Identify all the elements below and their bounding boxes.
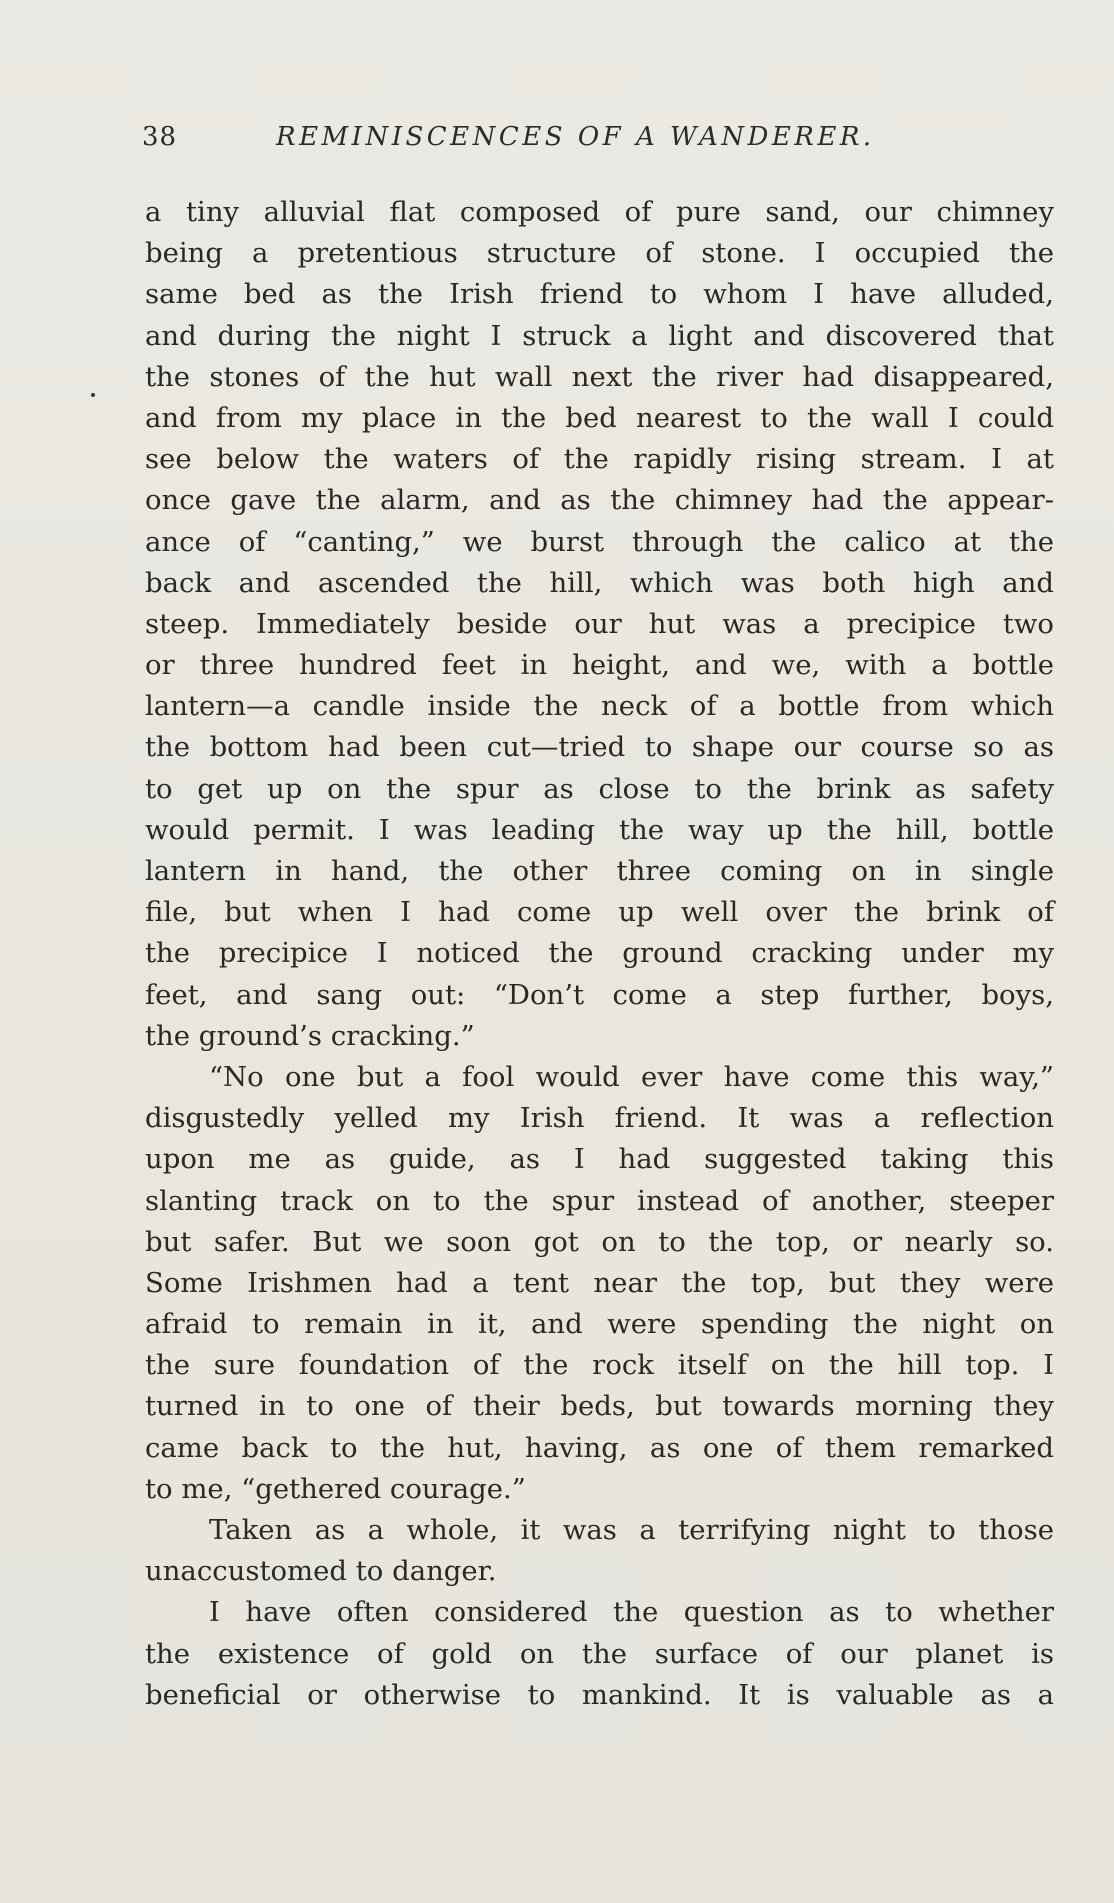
text-line: Some Irishmen had a tent near the top, but they were — [145, 1266, 1054, 1299]
text-line: steep. Immediately beside our hut was a precipice two — [145, 607, 1054, 640]
text-line: and from my place in the bed nearest to the wall I could — [145, 401, 1054, 434]
text-line: a tiny alluvial flat composed of pure sand, our chimney — [145, 196, 1054, 228]
text-line: slanting track on to the spur instead of another, steeper — [145, 1184, 1054, 1217]
running-head — [142, 122, 966, 162]
book-title: REMINISCENCES OF A WANDERER. — [276, 122, 875, 152]
text-line: the bottom had been cut—tried to shape our course so as — [145, 731, 1054, 764]
page-number: 38 — [142, 122, 178, 152]
text-line: disgustedly yelled my Irish friend. It was a reflection — [145, 1102, 1054, 1135]
text-line: to me, “gethered courage.” — [145, 1472, 526, 1505]
text-line: ance of “canting,” we burst through the calico at the — [145, 525, 1054, 558]
text-line: the ground’s cracking.” — [145, 1019, 475, 1052]
text-line: lantern—a candle inside the neck of a bottle from which — [145, 690, 1054, 723]
text-line: came back to the hut, having, as one of them remarked — [145, 1431, 1054, 1464]
text-line: feet, and sang out: “Don’t come a step further, boys, — [145, 978, 1054, 1011]
text-line: back and ascended the hill, which was both high and — [145, 566, 1054, 599]
text-line: “No one but a fool would ever have come this way,” — [209, 1060, 1054, 1093]
text-line: the stones of the hut wall next the river had disappeared, — [145, 360, 1054, 393]
text-line: the sure foundation of the rock itself on the hill top. I — [145, 1349, 1054, 1382]
body-text — [145, 192, 1054, 1716]
text-line: beneficial or otherwise to mankind. It is valuable as a — [145, 1678, 1054, 1711]
margin-speck — [91, 393, 95, 397]
text-line: I have often considered the question as to whether — [209, 1596, 1054, 1629]
text-line: upon me as guide, as I had suggested taking this — [145, 1143, 1054, 1176]
text-line: Taken as a whole, it was a terrifying night to those — [209, 1514, 1054, 1546]
text-line: unaccustomed to danger. — [145, 1555, 497, 1588]
text-line: once gave the alarm, and as the chimney had the appear- — [145, 484, 1054, 517]
text-line: being a pretentious structure of stone. I occupied the — [145, 237, 1054, 270]
text-line: and during the night I struck a light and discovered that — [145, 319, 1054, 352]
text-line: but safer. But we soon got on to the top, or nearly so. — [145, 1225, 1054, 1258]
text-line: or three hundred feet in height, and we, with a bottle — [145, 649, 1054, 682]
text-line: lantern in hand, the other three coming on in single — [145, 855, 1054, 887]
text-line: the precipice I noticed the ground cracking under my — [145, 937, 1054, 970]
text-line: file, but when I had come up well over the brink of — [145, 896, 1054, 929]
text-line: turned in to one of their beds, but towards morning they — [145, 1390, 1054, 1423]
text-line: same bed as the Irish friend to whom I have alluded, — [145, 278, 1054, 311]
text-line: afraid to remain in it, and were spending the night on — [145, 1308, 1054, 1341]
text-line: see below the waters of the rapidly rising stream. I at — [145, 443, 1054, 476]
text-line: the existence of gold on the surface of our planet is — [145, 1637, 1054, 1670]
text-line: would permit. I was leading the way up the hill, bottle — [145, 813, 1054, 846]
text-line: to get up on the spur as close to the brink as safety — [145, 772, 1054, 805]
